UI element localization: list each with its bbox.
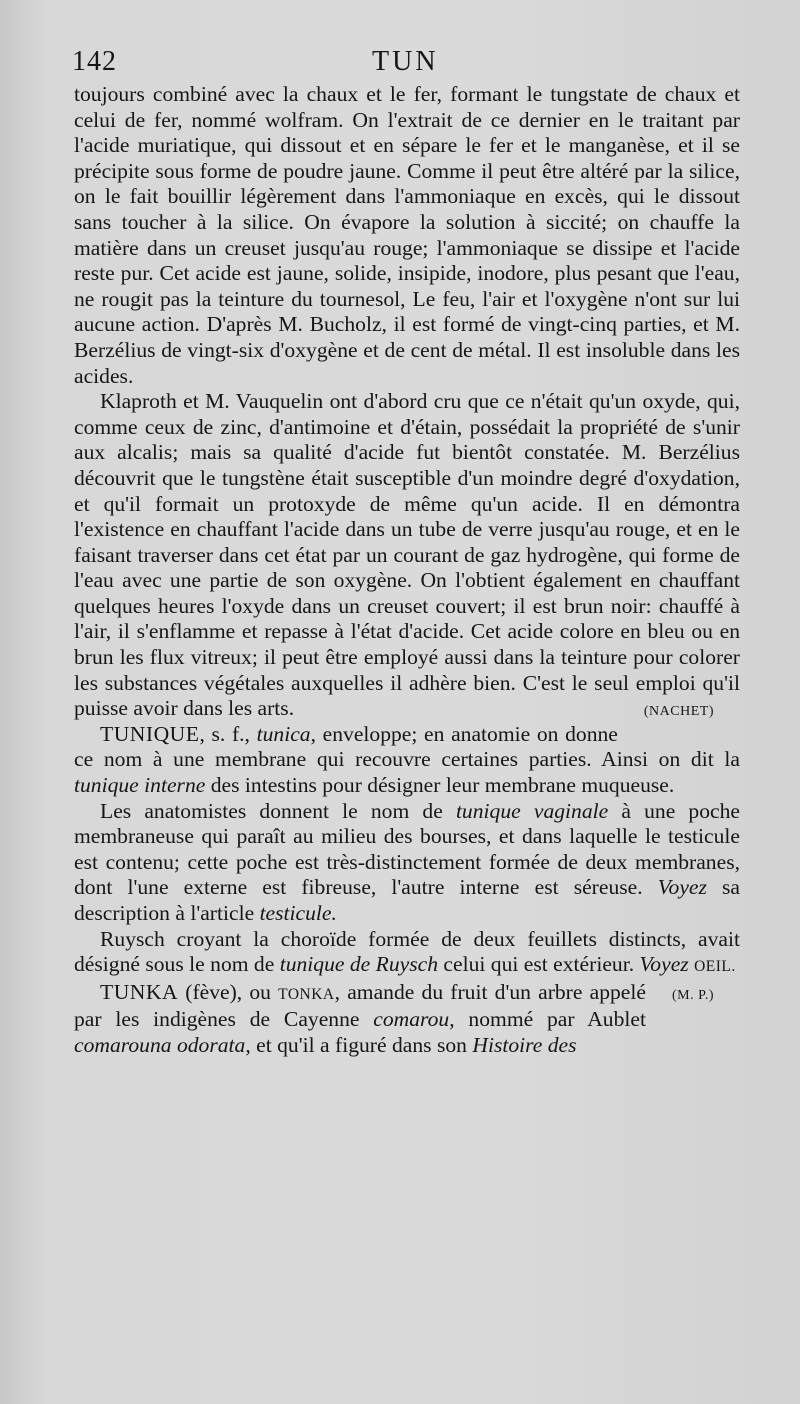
tunique-p3-text-b: celui qui est extérieur. bbox=[438, 952, 640, 977]
tungstene-paragraph-2 bbox=[74, 389, 740, 722]
page-number: 142 bbox=[72, 46, 117, 77]
tunique-paragraph-1 bbox=[74, 722, 740, 799]
tunique-p3-text-a: Ruysch croyant la choroïde formée de deux feuillets distincts, avait désigné sous le nom de bbox=[74, 926, 740, 977]
author-signature-mp: (M. P.) bbox=[671, 987, 714, 1003]
tunique-p2-text-a: Les anatomistes donnent le nom de bbox=[100, 798, 456, 823]
tunique-p2-ref: testicule. bbox=[259, 901, 337, 925]
tunka-text-c: , nommé par Aublet bbox=[449, 1007, 646, 1032]
tunique-p3-term: tunique de Ruysch bbox=[279, 952, 439, 977]
tunique-p1-text-a: , enveloppe; en anatomie on donne ce nom à une membrane qui recouvre certaines parties. Ainsi on dit la bbox=[74, 721, 740, 772]
tunique-p3-ref: OEIL. bbox=[694, 958, 736, 976]
tunka-latin: comarouna odorata bbox=[74, 1032, 246, 1057]
entry-headword-tunique: TUNIQUE bbox=[100, 721, 200, 746]
tunique-p2-term: tunique vaginale bbox=[455, 798, 609, 823]
tunique-p3-voyez: Voyez bbox=[639, 952, 689, 977]
tunka-paragraph bbox=[74, 980, 740, 1059]
entry-headword-tunka: TUNKA bbox=[100, 979, 179, 1004]
tunique-latin: tunica bbox=[256, 721, 311, 746]
tunique-paragraph-2 bbox=[74, 799, 740, 927]
tunique-p2-voyez: Voyez bbox=[657, 875, 707, 900]
tunka-text-b: , amande du fruit d'un arbre appelé par les indigènes de Cayenne bbox=[74, 979, 646, 1032]
tunka-book-title: Histoire des bbox=[472, 1032, 577, 1057]
running-head bbox=[72, 46, 740, 80]
author-signature-nachet: (NACHET) bbox=[643, 704, 714, 720]
tunka-text-a: (fève), ou bbox=[178, 979, 279, 1004]
page-text bbox=[74, 82, 740, 1059]
tunique-p2-text-c: sa description à l'article bbox=[74, 875, 740, 925]
tunka-text-d: , et qu'il a figuré dans son bbox=[245, 1032, 473, 1057]
tunka-comarou: comarou bbox=[373, 1007, 450, 1032]
tunique-p2-text-b: à une poche membraneuse qui paraît au milieu des bourses, et dans laquelle le testicule est contenu; cette poche est très-distinctement formée de deux membranes, dont l'une externe est fibreuse, l'autre interne est séreuse. bbox=[74, 798, 740, 900]
tunique-p1-text-b: des intestins pour désigner leur membrane muqueuse. bbox=[205, 773, 675, 798]
tungstene-paragraph-1: toujours combiné avec la chaux et le fer, formant le tungstate de chaux et celui de fer, nommé wolfram. On l'extrait de ce dernier en le traitant par l'acide muriatique, qui dissout et en sépare le fer et le manganèse, et il se précipite sous forme de poudre jaune. Comme il peut être altéré par la silice, on le fait bouillir légèrement dans l'ammoniaque en excès, qui le dissout sans toucher à la silice. On évapore la solution à siccité; on chauffe la matière dans un creuset jusqu'au rouge; l'ammoniaque se dissipe et l'acide reste pur. Cet acide est jaune, solide, insipide, inodore, plus pesant que l'eau, ne rougit pas la teinture du tournesol, Le feu, l'air et l'oxygène n'ont sur lui aucune action. D'après M. Bucholz, il est formé de vingt-cinq parties, et M. Berzélius de vingt-six d'oxygène et de cent de métal. Il est insoluble dans les acides. bbox=[74, 82, 740, 388]
tunique-p1-term: tunique interne bbox=[74, 773, 206, 798]
tungstene-paragraph-2-text: Klaproth et M. Vauquelin ont d'abord cru que ce n'était qu'un oxyde, qui, comme ceux de zinc, d'antimoine et d'étain, possédait la propriété de s'unir aux alcalis; mais sa qualité d'acide fut bientôt constatée. M. Berzélius découvrit que le tungstène était susceptible d'un moindre degré d'oxydation, et qu'il formait un protoxyde de même qu'un acide. Il en démontra l'existence en chauffant l'acide dans un tube de verre jusqu'au rouge, et en le faisant traverser dans cet état par un courant de gaz hydrogène, qui forme de l'eau avec une partie de son oxygène. On l'obtient également en chauffant quelques heures l'oxyde dans un creuset couvert; il est brun noir: chauffé à l'air, il s'enflamme et repasse à l'état d'acide. Cet acide colore en bleu ou en brun les flux vitreux; il peut être employé aussi dans la teinture pour colorer les substances végétales auxquelles il adhère bien. C'est le seul emploi qu'il puisse avoir dans les arts. bbox=[74, 389, 740, 721]
tunique-grammar: , s. f., bbox=[199, 721, 257, 746]
tunka-alt-name: TONKA bbox=[278, 985, 335, 1003]
running-title: TUN bbox=[372, 46, 439, 77]
